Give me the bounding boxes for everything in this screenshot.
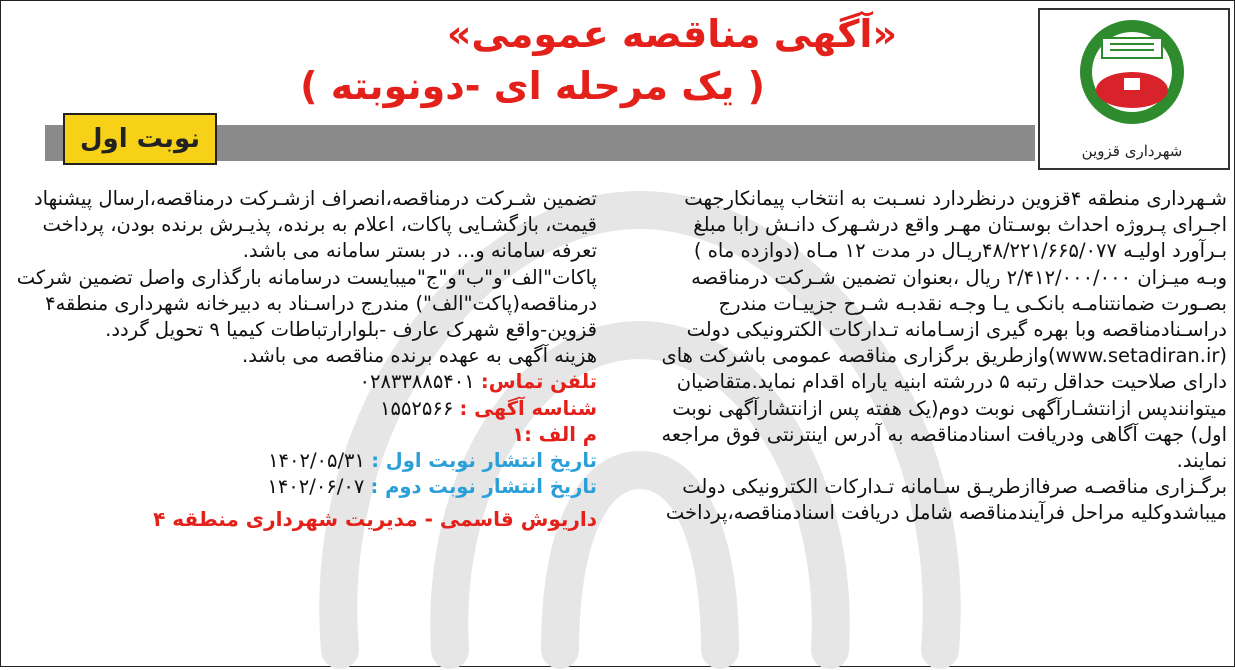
body-line: شـهرداری منطقه ۴قزوین درنظردارد نسـبت به انتخاب پیمانکارجهت xyxy=(684,187,1227,210)
body-line: وبـه میـزان ۲/۴۱۲/۰۰۰/۰۰۰ ریال ،بعنوان تضمین شـرکت درمناقصه xyxy=(691,265,1227,289)
body-line: پاکات"الف"و"ب"و"ج"میبایست درسامانه بارگذاری واصل تضمین شرکت xyxy=(16,265,597,289)
body-left-column xyxy=(7,186,597,534)
ad-subtitle: ( یک مرحله ای -دونوبته ) xyxy=(300,64,765,108)
date1-line xyxy=(7,448,597,474)
body-line: نمایند. xyxy=(1176,449,1227,473)
body-line: دراسـنادمناقصه وبا بهره گیری ازسـامانه تـدارکات الکترونیکی دولت xyxy=(686,318,1227,342)
body-right-column xyxy=(629,186,1227,527)
round-badge-label: نوبت اول xyxy=(79,124,201,154)
body-line: برگـزاری مناقصـه صرفاازطریـق سـامانه تـدارکات الکترونیکی دولت xyxy=(682,475,1227,499)
body-line: اول) جهت آگاهی ودریافت اسنادمناقصه به آدرس اینترنتی فوق مراجعه xyxy=(661,422,1227,446)
body-line: بصـورت ضمانتنامـه بانکـی یـا وجـه نقدبـه شـرح جزییـات مندرج xyxy=(718,291,1227,315)
date1-value: ۱۴۰۲/۰۵/۳۱ xyxy=(268,449,365,473)
body-line: قیمت، بازگشـایی پاکات، اعلام به برنده، پذیـرش برنده بودن، پرداخت xyxy=(42,213,597,237)
body-line: هزینه آگهی به عهده برنده مناقصه می باشد. xyxy=(242,344,597,368)
round-badge xyxy=(63,113,217,165)
date1-label: تاریخ انتشار نوبت اول : xyxy=(371,449,597,473)
phone-label: تلفن تماس: xyxy=(480,370,597,394)
ad-id-label: شناسه آگهی : xyxy=(459,396,597,420)
phone-value: ۰۲۸۳۳۸۸۵۴۰۱ xyxy=(359,370,475,394)
logo-caption: شهرداری قزوین xyxy=(1081,142,1183,160)
date2-value: ۱۴۰۲/۰۶/۰۷ xyxy=(267,475,365,499)
signature-line xyxy=(7,506,597,533)
body-line: قزوین-واقع شهرک عارف -بلوارارتباطات کیمیا ۹ تحویل گردد. xyxy=(105,318,597,342)
body-line: اجـرای پـروژه احداث بوسـتان مهـر واقع درشـهرک دانـش رابا مبلغ xyxy=(693,213,1227,237)
code-label: م الف :۱ xyxy=(512,422,597,446)
body-line: دارای صلاحیت حداقل رتبه ۵ دررشته ابنیه یاراه اقدام نماید.متقاضیان xyxy=(676,370,1227,394)
body-line: بـرآورد اولیـه ۴۸/۲۲۱/۶۶۵/۰۷۷ریـال در مدت ۱۲ مـاه (دوازده ماه ) xyxy=(693,239,1227,263)
body-line: تضمین شـرکت درمناقصه،انصراف ازشـرکت درمناقصه،ارسال پیشنهاد xyxy=(34,187,597,210)
ad-id-value: ۱۵۵۲۵۶۶ xyxy=(380,396,454,420)
body-line: تعرفه سامانه و... در بستر سامانه می باشد. xyxy=(242,239,597,263)
ad-title: «آگهی مناقصه عمومی» xyxy=(446,12,897,56)
date2-line xyxy=(7,474,597,500)
logo-box xyxy=(1038,8,1230,170)
signature: داریوش قاسمی - مدیریت شهرداری منطقه ۴ xyxy=(153,507,597,532)
body-line: میباشدوکلیه مراحل فرآیندمناقصه شامل دریافت اسنادمناقصه،پرداخت xyxy=(665,501,1227,525)
code-line xyxy=(7,422,597,448)
phone-line xyxy=(7,369,597,395)
qazvin-municipality-logo-icon xyxy=(1040,10,1224,164)
body-line: درمناقصه(پاکت"الف") مندرج دراسـناد به دبیرخانه شهرداری منطقه۴ xyxy=(45,291,597,315)
date2-label: تاریخ انتشار نوبت دوم : xyxy=(370,475,597,499)
body-line: (www.setadiran.ir)وازطریق برگزاری مناقصه عمومی باشرکت های xyxy=(661,344,1227,368)
body-line: میتوانندپس ازانتشـارآگهی نوبت دوم(یک هفته پس ازانتشارآگهی نوبت xyxy=(672,396,1227,420)
ad-id-line xyxy=(7,396,597,422)
